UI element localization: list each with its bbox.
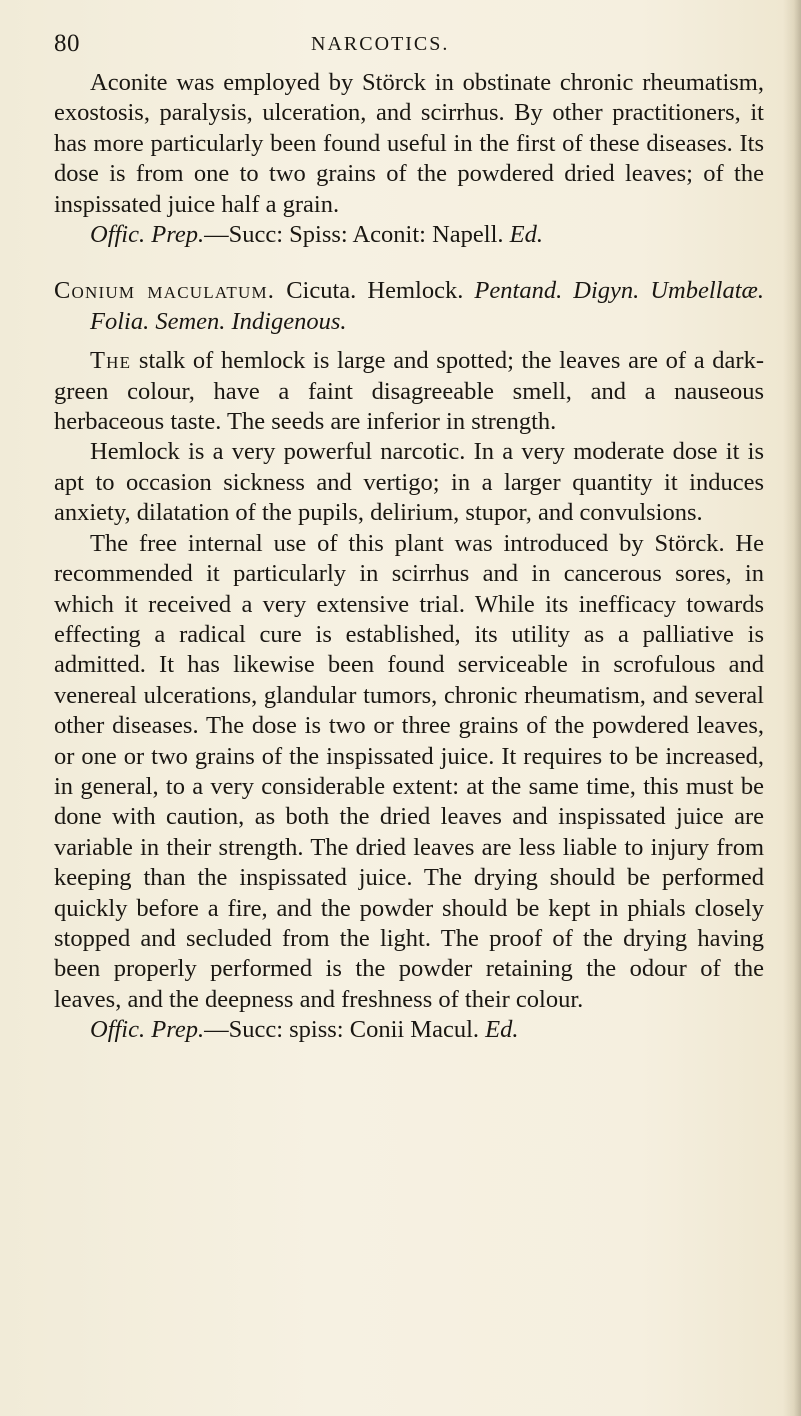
aconite-paragraph: Aconite was employed by Störck in obstinate chronic rheumatism, exostosis, paralysis, ulceration, and scirrhus. By other practitioners, it has more particularly been found useful in the first of these diseases. Its dose is from one to two grains of the powdered dried leaves; of the inspissated juice half a grain. bbox=[54, 69, 764, 218]
conium-description-text: stalk of hemlock is large and spotted; the leaves are of a dark-green colour, have a faint disagreeable smell, and a nauseous herbaceous taste. The seeds are inferior in strength. bbox=[54, 347, 765, 436]
offic-prep-label: Offic. Prep. bbox=[90, 221, 205, 249]
page-header bbox=[54, 30, 754, 60]
conium-description bbox=[54, 346, 764, 437]
page-edge-shadow bbox=[783, 0, 801, 1416]
running-head: NARCOTICS. bbox=[311, 33, 450, 55]
offic-prep-ed: Ed. bbox=[509, 221, 543, 249]
conium-offic-prep bbox=[54, 1015, 764, 1045]
conium-classification: Pentand. Digyn. Umbellatæ. Folia. Semen. Indigenous. bbox=[90, 277, 765, 335]
conium-synonyms: Cicuta. Hemlock. bbox=[286, 277, 464, 305]
offic-prep-label: Offic. Prep. bbox=[90, 1016, 205, 1044]
offic-prep-ed: Ed. bbox=[485, 1016, 519, 1044]
conium-intro-word: The bbox=[90, 347, 132, 375]
page-number: 80 bbox=[54, 30, 80, 57]
offic-prep-text: —Succ: spiss: Conii Macul. bbox=[204, 1016, 480, 1044]
conium-name: Conium maculatum. bbox=[54, 277, 276, 305]
conium-usage-paragraph: The free internal use of this plant was introduced by Störck. He recommended it particularly in scirrhus and in cancerous sores, in which it received a very extensive trial. While its inefficacy towards effecting a radical cure is established, its utility as a palliative is admitted. It has likewise been found serviceable in scrofulous and venereal ulcerations, glandular tumors, chronic rheumatism, and several other diseases. The dose is two or three grains of the powdered leaves, or one or two grains of the inspissated juice. It requires to be increased, in general, to a very considerable extent: at the same time, this must be done with caution, as both the dried leaves and inspissated juice are variable in their strength. The dried leaves are less liable to injury from keeping than the inspissated juice. The drying should be performed quickly before a fire, and the powder should be kept in phials closely stopped and secluded from the light. The proof of the drying having been properly performed is the powder retaining the odour of the leaves, and the deepness and freshness of their colour. bbox=[54, 529, 764, 1013]
offic-prep-text: —Succ: Spiss: Aconit: Napell. bbox=[204, 221, 504, 249]
body-text bbox=[54, 68, 764, 1046]
conium-narcotic-paragraph: Hemlock is a very powerful narcotic. In a very moderate dose it is apt to occasion sickness and vertigo; in a larger quantity it induces anxiety, dilatation of the pupils, delirium, stupor, and convulsions. bbox=[54, 438, 764, 527]
aconite-offic-prep bbox=[54, 220, 764, 250]
conium-heading bbox=[54, 276, 764, 337]
